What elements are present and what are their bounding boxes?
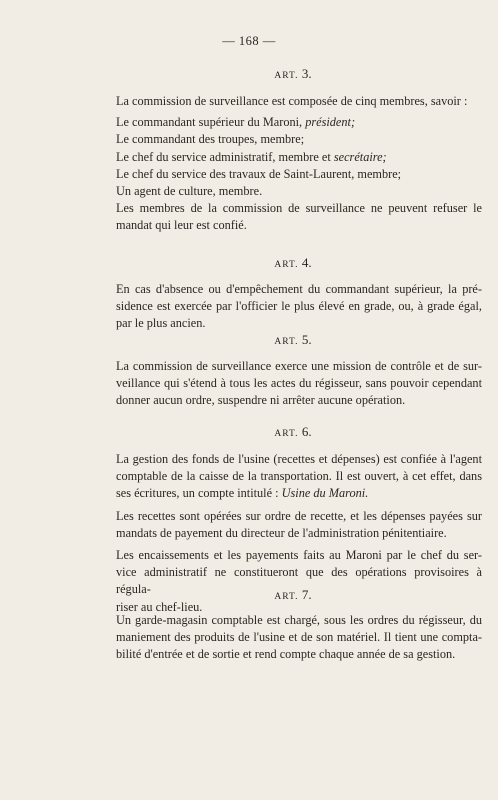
member-commandant-superieur: [116, 114, 482, 131]
member-text: Le commandant supérieur du Maroni,: [116, 115, 303, 130]
article-5-line: donner aucun ordre, suspendre ni arrêter aucune opération.: [116, 393, 406, 408]
account-title: Usine du Maroni.: [281, 486, 369, 501]
article-label: ART.: [274, 592, 299, 602]
article-6-line: Les encaissements et les payements faits au Maroni par le chef du ser-: [116, 548, 482, 563]
article-4-heading: [0, 255, 498, 271]
article-6-line: La gestion des fonds de l'usine (recettes et dépenses) est confiée à l'agent: [116, 452, 482, 466]
article-7-line: Un garde-magasin comptable est chargé, sous les ordres du régisseur, du: [116, 613, 482, 627]
article-3-paragraph-line: mandat qui leur est confié.: [116, 218, 247, 233]
article-5-line: veillance qui s'étend à tous les actes du régisseur, sans pouvoir cependant: [116, 376, 482, 391]
article-5-line: La commission de surveillance exerce une mission de contrôle et de sur-: [116, 359, 482, 373]
article-5-body: [116, 358, 482, 410]
article-number: 3.: [301, 66, 312, 81]
member-role: secrétaire;: [333, 149, 387, 164]
article-label: ART.: [274, 337, 299, 347]
article-7-heading: [0, 587, 498, 603]
article-label: ART.: [274, 260, 299, 270]
article-3-heading: [0, 66, 498, 82]
article-6-line: [116, 485, 482, 502]
article-number: 6.: [301, 424, 312, 439]
article-label: ART.: [274, 429, 299, 439]
article-3-paragraph-line: Les membres de la commission de surveillance ne peuvent refuser le: [116, 201, 482, 216]
member-role: président;: [305, 115, 356, 130]
page-number: — 168 —: [222, 34, 276, 48]
article-6-line: comptable de la caisse de la transportation. Il est ouvert, à cet effet, dans: [116, 469, 482, 484]
member-chef-travaux: Le chef du service des travaux de Saint-Laurent, membre;: [116, 166, 402, 181]
member-chef-service-administratif: [116, 149, 482, 166]
article-7-body: [116, 612, 482, 664]
article-6-heading: [0, 424, 498, 440]
article-number: 7.: [301, 587, 312, 602]
article-label: ART.: [274, 71, 299, 81]
article-3-intro: La commission de surveillance est composée de cinq membres, savoir :: [116, 94, 468, 108]
article-6-line: Les recettes sont opérées sur ordre de recette, et les dépenses payées sur: [116, 508, 482, 523]
member-commandant-troupes: Le commandant des troupes, membre;: [116, 132, 305, 147]
account-intro: ses écritures, un compte intitulé :: [116, 486, 279, 501]
article-6-line: riser au chef-lieu.: [116, 599, 203, 614]
article-4-body: [116, 281, 482, 333]
member-text: Le chef du service administratif, membre et: [116, 149, 331, 164]
article-number: 4.: [301, 255, 312, 270]
article-7-line: maniement des produits de l'usine et de son matériel. Il tient une compta-: [116, 630, 482, 645]
article-4-line: En cas d'absence ou d'empêchement du commandant supérieur, la pré-: [116, 282, 482, 296]
member-agent-culture: Un agent de culture, membre.: [116, 184, 263, 199]
article-number: 5.: [301, 332, 312, 347]
article-6-line: vice administratif ne constitueront que des opérations provisoires à régula-: [116, 565, 482, 597]
article-6-line: mandats de payement du directeur de l'administration pénitentiaire.: [116, 525, 447, 540]
article-4-line: par le plus ancien.: [116, 316, 206, 331]
article-7-line: bilité d'entrée et de sortie et rend compte chaque année de sa gestion.: [116, 647, 456, 662]
article-3-body: [116, 93, 482, 235]
article-5-heading: [0, 332, 498, 348]
article-4-line: sidence est exercée par l'officier le plus élevé en grade, ou, à grade égal,: [116, 299, 482, 314]
